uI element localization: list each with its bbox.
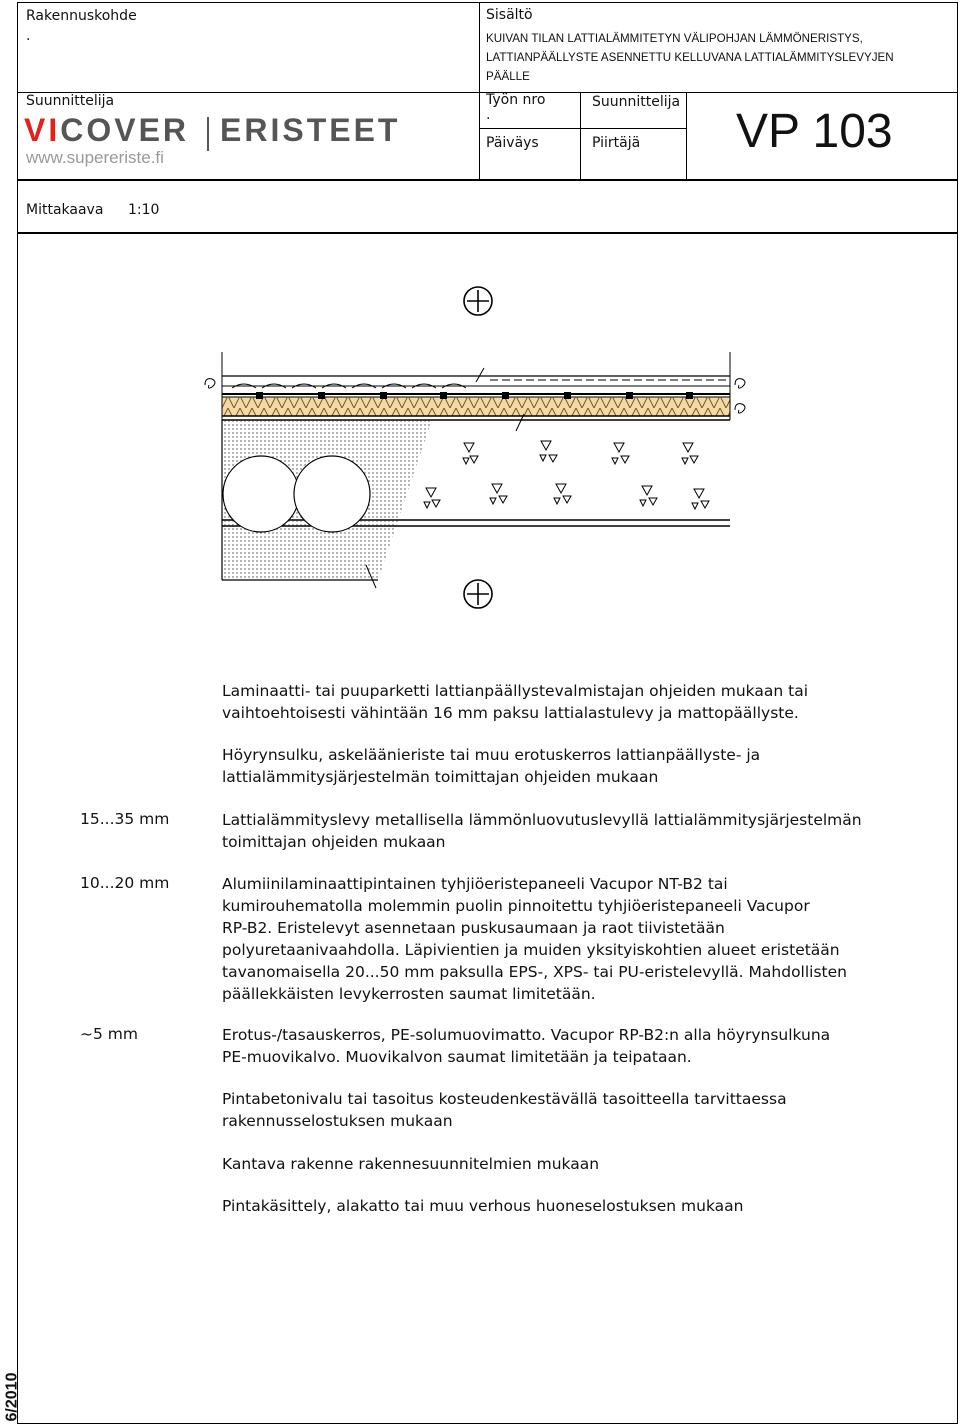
designer-label: Suunnittelija — [26, 93, 115, 109]
note-2-line: lattialämmitysjärjestelmän toimittajan ohjeiden mukaan — [222, 768, 659, 786]
note-4 — [222, 873, 847, 1005]
content-label: Sisältö — [486, 7, 533, 23]
note-3 — [222, 809, 862, 853]
note-5-line: Erotus-/tasauskerros, PE-solumuovimatto. Vacupor RP-B2:n alla höyrynsulkuna — [222, 1026, 831, 1044]
content-text-line-2: LATTIANPÄÄLLYSTE ASENNETTU KELLUVANA LATTIALÄMMITYSLEVYJEN — [486, 51, 894, 64]
note-1 — [222, 680, 808, 724]
logo-eristeet: ERISTEET — [220, 112, 401, 148]
note-2 — [222, 744, 760, 788]
scale-value: 1:10 — [128, 202, 160, 218]
floor-heating-layer — [222, 394, 730, 416]
note-4-thickness: 10...20 mm — [80, 874, 170, 892]
note-7-line: Kantava rakenne rakennesuunnitelmien mukaan — [222, 1155, 600, 1173]
note-5-thickness: ~5 mm — [80, 1025, 138, 1043]
note-6-line: rakennusselostuksen mukaan — [222, 1112, 453, 1130]
note-4-line: päällekkäisten levykerrosten saumat limitetään. — [222, 985, 596, 1003]
content-text-line-1: KUIVAN TILAN LATTIALÄMMITETYN VÄLIPOHJAN LÄMMÖNERISTYS, — [486, 32, 863, 45]
note-3-thickness: 15...35 mm — [80, 810, 170, 828]
floor-section-drawing — [0, 0, 960, 680]
revision-date: 6/2010 — [3, 1372, 21, 1422]
note-4-line: polyuretaanivaahdolla. Läpivientien ja muiden yksityiskohtien alueet eristetään — [222, 941, 840, 959]
note-4-line: kumirouhematolla molemmin puolin pinnoitettu tyhjiöeristepaneeli Vacupor — [222, 897, 810, 915]
note-1-line: Laminaatti- tai puuparketti lattianpäällystevalmistajan ohjeiden mukaan tai — [222, 682, 809, 700]
note-5 — [222, 1024, 830, 1068]
logo-cover: COVER — [60, 112, 190, 148]
note-8 — [222, 1195, 743, 1217]
note-1-line: vaihtoehtoisesti vähintään 16 mm paksu lattialastulevy ja mattopäällyste. — [222, 704, 799, 722]
drafter-label: Piirtäjä — [592, 135, 641, 151]
website-link[interactable]: www.supereriste.fi — [26, 148, 164, 167]
scale-label: Mittakaava — [26, 202, 104, 218]
note-2-line: Höyrynsulku, askeläänieriste tai muu erotuskerros lattianpäällyste- ja — [222, 746, 761, 764]
project-label: Rakennuskohde — [26, 8, 137, 24]
note-8-line: Pintakäsittely, alakatto tai muu verhous huoneselostuksen mukaan — [222, 1197, 744, 1215]
drawing-code: VP 103 — [736, 105, 893, 158]
designer2-label: Suunnittelija — [592, 94, 681, 110]
note-3-line: toimittajan ohjeiden mukaan — [222, 833, 446, 851]
note-3-line: Lattialämmityslevy metallisella lämmönluovutuslevyllä lattialämmitysjärjestelmän — [222, 811, 862, 829]
note-6 — [222, 1088, 787, 1132]
note-6-line: Pintabetonivalu tai tasoitus kosteudenkestävällä tasoitteella tarvittaessa — [222, 1090, 787, 1108]
note-7 — [222, 1153, 599, 1175]
logo-vi: VI — [24, 112, 61, 148]
note-4-line: RP-B2. Eristelevyt asennetaan puskusaumaan ja raot tiivistetään — [222, 919, 725, 937]
work-no-label: Työn nro — [486, 92, 546, 108]
work-no-value: . — [486, 107, 491, 123]
project-value: . — [26, 28, 31, 44]
note-5-line: PE-muovikalvo. Muovikalvon saumat limitetään ja teipataan. — [222, 1048, 692, 1066]
content-text-line-3: PÄÄLLE — [486, 70, 530, 83]
bottom-direction-marker — [464, 580, 492, 608]
note-4-line: Alumiinilaminaattipintainen tyhjiöeristepaneeli Vacupor NT-B2 tai — [222, 875, 728, 893]
note-4-line: tavanomaisella 20...50 mm paksulla EPS-, XPS- tai PU-eristelevyllä. Mahdollisten — [222, 963, 847, 981]
concrete-aggregate — [424, 441, 709, 509]
top-direction-marker — [464, 287, 492, 315]
date-label: Päiväys — [486, 135, 539, 151]
